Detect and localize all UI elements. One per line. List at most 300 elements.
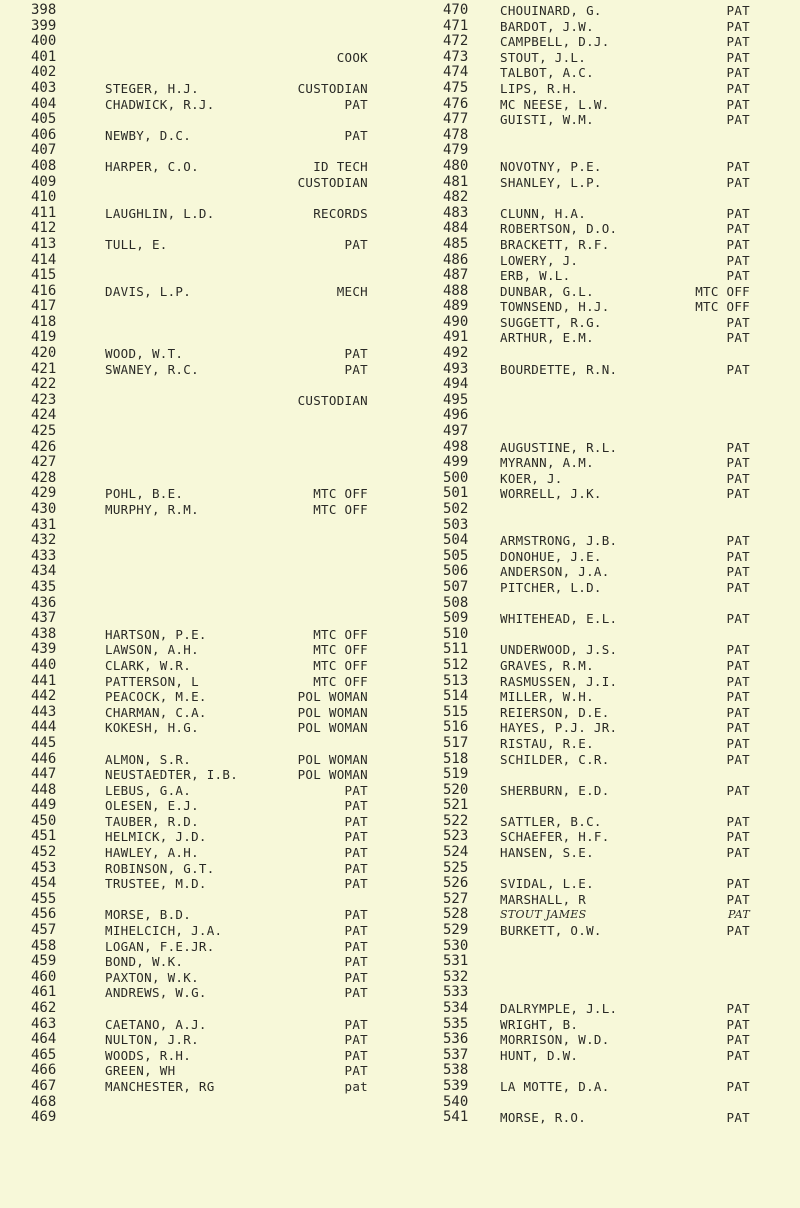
officer-title: MTC OFF	[313, 642, 368, 658]
roster-row	[0, 190, 390, 206]
badge-number: 458	[31, 937, 57, 954]
roster-row	[0, 1001, 390, 1017]
officer-name: LIPS, R.H.	[500, 80, 579, 96]
officer-title: MTC OFF	[313, 502, 368, 517]
officer-title: PAT	[726, 1001, 750, 1016]
officer-title: PAT	[726, 689, 750, 705]
badge-number: 505	[443, 547, 469, 564]
badge-number: 530	[443, 937, 469, 954]
roster-row	[440, 50, 800, 66]
roster-row	[0, 970, 390, 986]
officer-title: PAT	[726, 65, 750, 81]
officer-title: PAT	[344, 1016, 368, 1032]
officer-name: MANCHESTER, RG	[105, 1078, 215, 1094]
badge-number: 476	[443, 95, 469, 112]
roster-row	[0, 19, 390, 35]
badge-number: 524	[443, 844, 469, 861]
officer-name: NOVOTNY, P.E.	[500, 158, 602, 174]
officer-name: LOWERY, J.	[500, 252, 579, 268]
roster-row	[440, 923, 800, 939]
roster-row	[440, 627, 800, 643]
badge-number: 516	[443, 719, 469, 736]
officer-name: KOER, J.	[500, 470, 563, 486]
badge-number: 438	[31, 625, 57, 642]
badge-number: 411	[31, 204, 57, 221]
roster-row	[0, 783, 390, 799]
officer-name: HAYES, P.J. JR.	[500, 720, 618, 736]
officer-name: SATTLER, B.C.	[500, 813, 602, 829]
badge-number: 423	[31, 391, 57, 408]
officer-name: CAETANO, A.J.	[105, 1016, 207, 1032]
badge-number: 526	[443, 875, 469, 892]
roster-row	[0, 985, 390, 1001]
badge-number: 439	[31, 641, 57, 658]
officer-title: PAT	[726, 439, 750, 455]
officer-name: HAWLEY, A.H.	[105, 845, 199, 861]
badge-number: 529	[443, 922, 469, 939]
officer-title: PAT	[344, 969, 368, 985]
officer-title: PAT	[726, 205, 750, 221]
officer-name: TALBOT, A.C.	[500, 65, 594, 81]
roster-row	[440, 596, 800, 612]
officer-name: ARMSTRONG, J.B.	[500, 533, 618, 549]
officer-title: PAT	[726, 486, 750, 502]
badge-number: 472	[443, 33, 469, 50]
officer-title: PAT	[344, 813, 368, 829]
officer-name: SWANEY, R.C.	[105, 361, 199, 377]
badge-number: 417	[31, 298, 57, 315]
officer-title: CUSTODIAN	[297, 392, 368, 408]
roster-row	[440, 798, 800, 814]
roster-row	[0, 1063, 390, 1079]
badge-number: 419	[31, 329, 57, 346]
roster-row	[0, 268, 390, 284]
badge-number: 522	[443, 812, 469, 829]
badge-number: 441	[31, 672, 57, 689]
badge-number: 482	[443, 189, 469, 206]
roster-row	[440, 253, 800, 269]
roster-row	[0, 362, 390, 378]
officer-name: MIHELCICH, J.A.	[105, 923, 223, 939]
officer-name: DONOHUE, J.E.	[500, 548, 602, 564]
badge-number: 409	[31, 173, 57, 190]
roster-row	[0, 299, 390, 315]
officer-title: PAT	[344, 985, 368, 1001]
officer-name: MORSE, B.D.	[105, 907, 192, 923]
roster-row	[0, 34, 390, 50]
roster-row	[440, 19, 800, 35]
roster-row	[440, 861, 800, 877]
badge-number: 496	[443, 407, 469, 424]
officer-title: PAT	[726, 314, 750, 330]
officer-name: RASMUSSEN, J.I.	[500, 673, 618, 689]
officer-title: PAT	[726, 782, 750, 798]
officer-name: UNDERWOOD, J.S.	[500, 642, 618, 658]
officer-title: PAT	[726, 3, 750, 18]
officer-name: DUNBAR, G.L.	[500, 283, 594, 299]
badge-number: 491	[443, 329, 469, 346]
officer-title: PAT	[344, 798, 368, 814]
badge-number: 499	[443, 454, 469, 471]
roster-row	[440, 237, 800, 253]
officer-name: DALRYMPLE, J.L.	[500, 1001, 618, 1016]
officer-name: MYRANN, A.M.	[500, 455, 594, 471]
badge-number: 481	[443, 173, 469, 190]
officer-name: CHARMAN, C.A.	[105, 704, 207, 720]
badge-number: 401	[31, 48, 57, 65]
roster-row	[440, 471, 800, 487]
roster-row	[0, 611, 390, 627]
roster-row	[0, 330, 390, 346]
officer-name: DAVIS, L.P.	[105, 283, 192, 299]
badge-number: 415	[31, 267, 57, 284]
roster-row	[0, 596, 390, 612]
badge-number: 525	[443, 859, 469, 876]
badge-number: 511	[443, 641, 469, 658]
officer-title: PAT	[726, 34, 750, 50]
officer-name: PEACOCK, M.E.	[105, 689, 207, 705]
officer-title: PAT	[726, 268, 750, 284]
badge-number: 406	[31, 126, 57, 143]
officer-title: PAT	[726, 455, 750, 471]
officer-name: NULTON, J.R.	[105, 1032, 199, 1048]
roster-row	[440, 939, 800, 955]
roster-row	[440, 1110, 800, 1126]
roster-row	[0, 1095, 390, 1111]
badge-number: 429	[31, 485, 57, 502]
roster-row	[440, 876, 800, 892]
roster-row	[0, 1048, 390, 1064]
roster-row	[440, 486, 800, 502]
officer-title: PAT	[726, 735, 750, 751]
badge-number: 479	[443, 142, 469, 159]
badge-number: 498	[443, 438, 469, 455]
roster-row	[440, 736, 800, 752]
officer-title: MTC OFF	[695, 283, 750, 299]
roster-row	[440, 97, 800, 113]
badge-number: 467	[31, 1077, 57, 1094]
officer-name: SVIDAL, L.E.	[500, 876, 594, 892]
officer-name: PAXTON, W.K.	[105, 969, 199, 985]
roster-row	[0, 1110, 390, 1126]
officer-name: REIERSON, D.E.	[500, 704, 610, 720]
roster-row	[440, 970, 800, 986]
badge-number: 507	[443, 578, 469, 595]
roster-row	[0, 221, 390, 237]
officer-name: STOUT JAMES	[500, 908, 587, 922]
badge-number: 518	[443, 750, 469, 767]
roster-row	[0, 159, 390, 175]
officer-name: SHERBURN, E.D.	[500, 782, 610, 798]
badge-number: 533	[443, 984, 469, 1001]
officer-title: PAT	[726, 1032, 750, 1048]
badge-number: 445	[31, 734, 57, 751]
badge-number: 408	[31, 157, 57, 174]
officer-title: PAT	[728, 908, 750, 922]
officer-title: POL WOMAN	[297, 767, 368, 783]
badge-number: 487	[443, 267, 469, 284]
officer-title: PAT	[344, 845, 368, 861]
roster-row	[0, 112, 390, 128]
officer-title: PAT	[726, 923, 750, 939]
roster-row	[440, 767, 800, 783]
roster-row	[440, 143, 800, 159]
officer-title: PAT	[726, 548, 750, 564]
badge-number: 424	[31, 407, 57, 424]
roster-row	[0, 284, 390, 300]
officer-name: TOWNSEND, H.J.	[500, 299, 610, 315]
officer-name: LA MOTTE, D.A.	[500, 1078, 610, 1094]
officer-title: PAT	[344, 954, 368, 970]
officer-name: ALMON, S.R.	[105, 751, 192, 767]
officer-name: TULL, E.	[105, 236, 168, 252]
officer-title: PAT	[726, 158, 750, 174]
roster-row	[440, 221, 800, 237]
officer-title: PAT	[726, 657, 750, 673]
roster-row	[0, 408, 390, 424]
officer-title: PAT	[726, 1016, 750, 1032]
roster-left-column	[0, 3, 390, 1126]
badge-number: 463	[31, 1015, 57, 1032]
roster-row	[440, 1032, 800, 1048]
officer-name: CHADWICK, R.J.	[105, 96, 215, 112]
badge-number: 501	[443, 485, 469, 502]
badge-number: 418	[31, 313, 57, 330]
roster-row	[440, 985, 800, 1001]
badge-number: 398	[31, 2, 57, 18]
badge-number: 453	[31, 859, 57, 876]
badge-number: 436	[31, 594, 57, 611]
officer-title: PAT	[726, 18, 750, 34]
officer-title: PAT	[344, 1063, 368, 1079]
officer-name: HARTSON, P.E.	[105, 626, 207, 642]
officer-title: MECH	[336, 283, 368, 299]
roster-row	[0, 65, 390, 81]
badge-number: 477	[443, 111, 469, 128]
roster-row	[0, 658, 390, 674]
roster-row	[440, 783, 800, 799]
roster-row	[440, 362, 800, 378]
roster-row	[0, 81, 390, 97]
roster-row	[0, 845, 390, 861]
badge-number: 494	[443, 376, 469, 393]
officer-title: PAT	[726, 96, 750, 112]
badge-number: 468	[31, 1093, 57, 1110]
roster-row	[440, 580, 800, 596]
badge-number: 399	[31, 17, 57, 34]
officer-name: CAMPBELL, D.J.	[500, 34, 610, 50]
roster-row	[0, 736, 390, 752]
roster-row	[440, 408, 800, 424]
roster-row	[440, 1001, 800, 1017]
badge-number: 497	[443, 423, 469, 440]
roster-row	[440, 175, 800, 191]
roster-row	[440, 393, 800, 409]
officer-title: PAT	[726, 579, 750, 595]
roster-right-column	[440, 3, 800, 1126]
officer-name: OLESEN, E.J.	[105, 798, 199, 814]
officer-title: PAT	[344, 127, 368, 143]
officer-title: PAT	[344, 876, 368, 892]
officer-name: MC NEESE, L.W.	[500, 96, 610, 112]
officer-name: GRAVES, R.M.	[500, 657, 594, 673]
roster-row	[440, 268, 800, 284]
badge-number: 456	[31, 906, 57, 923]
officer-title: MTC OFF	[313, 657, 368, 673]
roster-row	[0, 97, 390, 113]
badge-number: 506	[443, 563, 469, 580]
officer-name: GUISTI, W.M.	[500, 112, 594, 128]
officer-name: HUNT, D.W.	[500, 1047, 579, 1063]
badge-number: 430	[31, 501, 57, 517]
roster-row	[440, 611, 800, 627]
officer-name: ROBINSON, G.T.	[105, 860, 215, 876]
roster-row	[440, 954, 800, 970]
badge-number: 528	[443, 906, 469, 923]
officer-name: NEWBY, D.C.	[105, 127, 192, 143]
badge-number: 490	[443, 313, 469, 330]
roster-row	[0, 346, 390, 362]
officer-name: LOGAN, F.E.JR.	[105, 938, 215, 954]
officer-name: WORRELL, J.K.	[500, 486, 602, 502]
badge-number: 434	[31, 563, 57, 580]
officer-title: ID TECH	[313, 158, 368, 174]
badge-number: 537	[443, 1046, 469, 1063]
officer-name: POHL, B.E.	[105, 486, 184, 502]
badge-number: 428	[31, 469, 57, 486]
officer-name: WOODS, R.H.	[105, 1047, 192, 1063]
roster-row	[0, 689, 390, 705]
badge-number: 413	[31, 235, 57, 252]
officer-title: PAT	[726, 611, 750, 627]
roster-row	[0, 440, 390, 456]
officer-name: WRIGHT, B.	[500, 1016, 579, 1032]
badge-number: 541	[443, 1109, 469, 1126]
roster-row	[440, 455, 800, 471]
roster-row	[440, 284, 800, 300]
badge-number: 462	[31, 1000, 57, 1016]
roster-row	[0, 814, 390, 830]
badge-number: 519	[443, 766, 469, 783]
badge-number: 422	[31, 376, 57, 393]
badge-number: 478	[443, 126, 469, 143]
officer-title: PAT	[726, 704, 750, 720]
badge-number: 455	[31, 890, 57, 907]
officer-title: POL WOMAN	[297, 720, 368, 736]
officer-name: CLARK, W.R.	[105, 657, 192, 673]
roster-row	[440, 128, 800, 144]
badge-number: 421	[31, 360, 57, 377]
badge-number: 480	[443, 157, 469, 174]
officer-name: ROBERTSON, D.O.	[500, 221, 618, 237]
officer-name: CLUNN, H.A.	[500, 205, 587, 221]
officer-name: PATTERSON, L	[105, 673, 199, 689]
badge-number: 444	[31, 719, 57, 736]
roster-row	[440, 65, 800, 81]
roster-row	[440, 845, 800, 861]
roster-row	[0, 642, 390, 658]
badge-number: 502	[443, 501, 469, 517]
officer-title: POL WOMAN	[297, 689, 368, 705]
roster-row	[440, 674, 800, 690]
badge-number: 407	[31, 142, 57, 159]
roster-row	[0, 752, 390, 768]
officer-title: PAT	[344, 361, 368, 377]
roster-row	[0, 876, 390, 892]
badge-number: 536	[443, 1031, 469, 1048]
officer-title: PAT	[726, 174, 750, 190]
badge-number: 451	[31, 828, 57, 845]
officer-name: BARDOT, J.W.	[500, 18, 594, 34]
officer-title: PAT	[726, 112, 750, 128]
roster-row	[0, 580, 390, 596]
roster-row	[440, 112, 800, 128]
officer-title: pat	[344, 1078, 368, 1094]
roster-row	[440, 299, 800, 315]
officer-name: BURKETT, O.W.	[500, 923, 602, 939]
roster-row	[440, 315, 800, 331]
badge-number: 527	[443, 890, 469, 907]
badge-number: 493	[443, 360, 469, 377]
officer-title: MTC OFF	[313, 626, 368, 642]
roster-row	[0, 674, 390, 690]
roster-row	[0, 861, 390, 877]
roster-row	[440, 440, 800, 456]
badge-number: 503	[443, 516, 469, 533]
roster-row	[0, 175, 390, 191]
officer-title: PAT	[726, 813, 750, 829]
roster-row	[440, 34, 800, 50]
roster-row	[0, 455, 390, 471]
badge-number: 440	[31, 656, 57, 673]
officer-name: ARTHUR, E.M.	[500, 330, 594, 346]
officer-title: PAT	[726, 252, 750, 268]
officer-title: PAT	[726, 221, 750, 237]
roster-row	[440, 1048, 800, 1064]
roster-row	[0, 253, 390, 269]
roster-row	[440, 642, 800, 658]
officer-name: ANDERSON, J.A.	[500, 564, 610, 580]
badge-number: 489	[443, 298, 469, 315]
officer-name: HELMICK, J.D.	[105, 829, 207, 845]
roster-row	[0, 720, 390, 736]
badge-number: 474	[443, 64, 469, 81]
roster-row	[440, 330, 800, 346]
officer-title: CUSTODIAN	[297, 80, 368, 96]
officer-title: PAT	[726, 891, 750, 907]
roster-row	[0, 471, 390, 487]
roster-row	[0, 1079, 390, 1095]
officer-name: SCHILDER, C.R.	[500, 751, 610, 767]
badge-number: 446	[31, 750, 57, 767]
roster-row	[0, 533, 390, 549]
badge-number: 431	[31, 516, 57, 533]
badge-number: 466	[31, 1062, 57, 1079]
roster-row	[440, 81, 800, 97]
roster-row	[440, 658, 800, 674]
badge-number: 464	[31, 1031, 57, 1048]
roster-row	[0, 564, 390, 580]
roster-row	[440, 720, 800, 736]
officer-title: MTC OFF	[313, 673, 368, 689]
badge-number: 469	[31, 1109, 57, 1126]
officer-title: MTC OFF	[695, 299, 750, 315]
officer-name: AUGUSTINE, R.L.	[500, 439, 618, 455]
roster-row	[0, 3, 390, 19]
officer-title: PAT	[726, 470, 750, 486]
badge-number: 485	[443, 235, 469, 252]
officer-title: PAT	[726, 642, 750, 658]
